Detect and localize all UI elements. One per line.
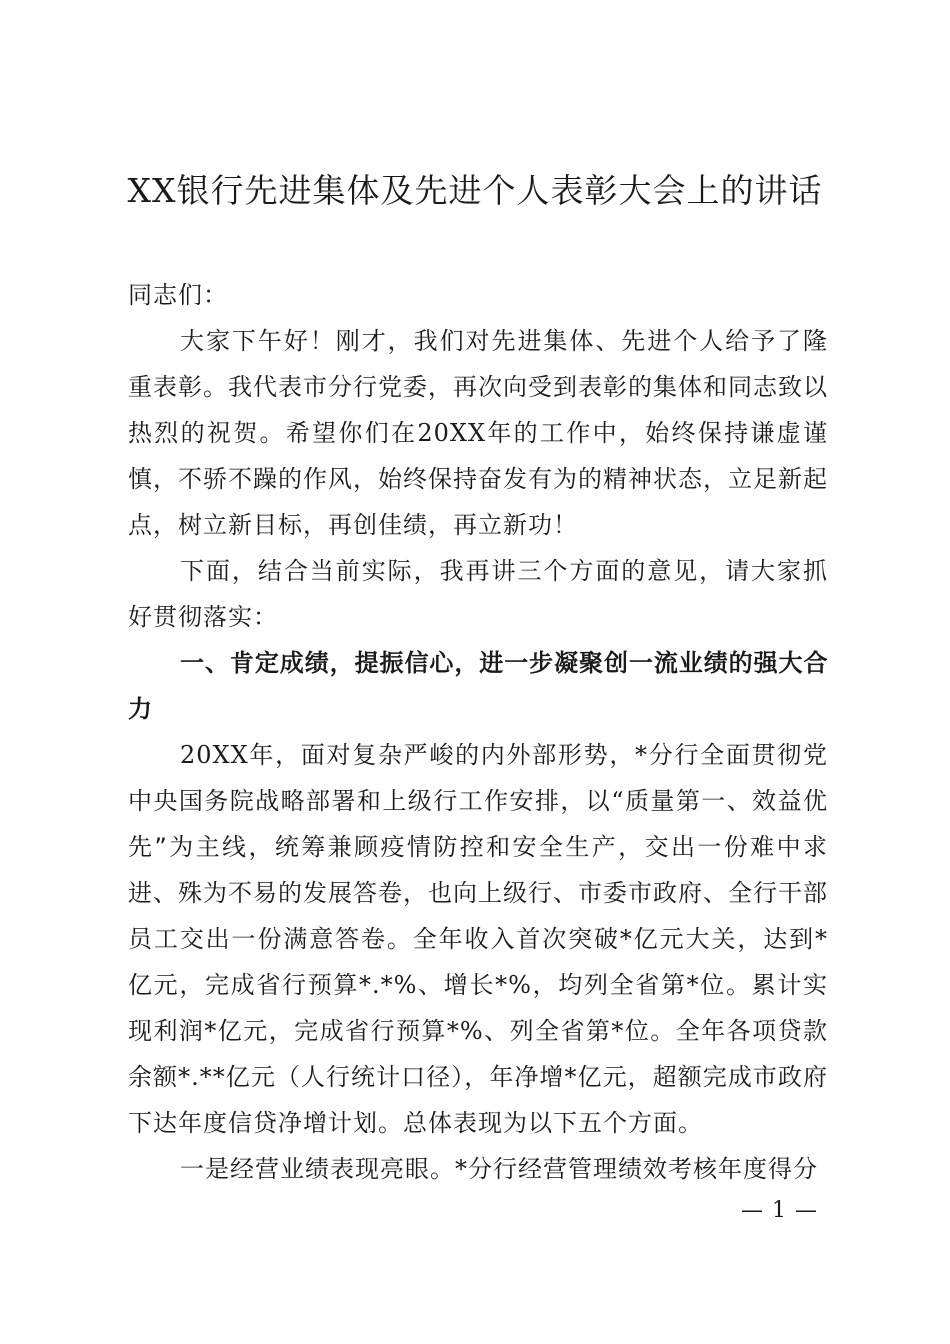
page-number: — 1 —: [741, 1198, 818, 1223]
paragraph-greeting: 大家下午好！刚才，我们对先进集体、先进个人给予了隆重表彰。我代表市分行党委，再次向受到表彰的集体和同志致以热烈的祝贺。希望你们在20XX年的工作中，始终保持谦虚谨慎，不骄不躁的作风，始终保持奋发有为的精神状态，立足新起点，树立新目标，再创佳绩，再立新功！: [128, 327, 828, 539]
document-body: [128, 272, 828, 1192]
paragraph-intro: 下面，结合当前实际，我再讲三个方面的意见，请大家抓好贯彻落实：: [128, 557, 828, 631]
achievements-text-highlight: 一、效益优先”为主线，统筹兼顾疫情防控和安全生产，交出一份难中求进、殊为不易的发展答卷，也向上级行、市委市政府、全行干部员工交出一份满意答卷。: [128, 787, 829, 953]
section-heading-1: 一、肯定成绩，提振信心，进一步凝聚创一流业绩的强大合力: [128, 649, 828, 723]
achievements-text-intro: 20XX年，面对复杂严峻的内外部形势，*分行全面贯彻党中央国务院战略部署和上级行工作安排，以“质量第: [128, 741, 828, 815]
paragraph-achievements: [128, 732, 828, 1146]
document-title: XX银行先进集体及先进个人表彰大会上的讲话: [127, 171, 823, 210]
achievements-text-figures: 全年收入首次突破*亿元大关，达到*亿元，完成省行预算*.*%、增长*%，均列全省第*位。累计实现利润*亿元，完成省行预算*%、列全省第*位。全年各项贷款余额*.**亿元（人行统计口径），年净增*亿元，超额完成市政府下达年度信贷净增计划。总体表现为以下五个方面。: [128, 925, 829, 1137]
paragraph-point-one: 一是经营业绩表现亮眼。*分行经营管理绩效考核年度得分: [180, 1155, 818, 1183]
salutation: 同志们：: [128, 281, 228, 309]
